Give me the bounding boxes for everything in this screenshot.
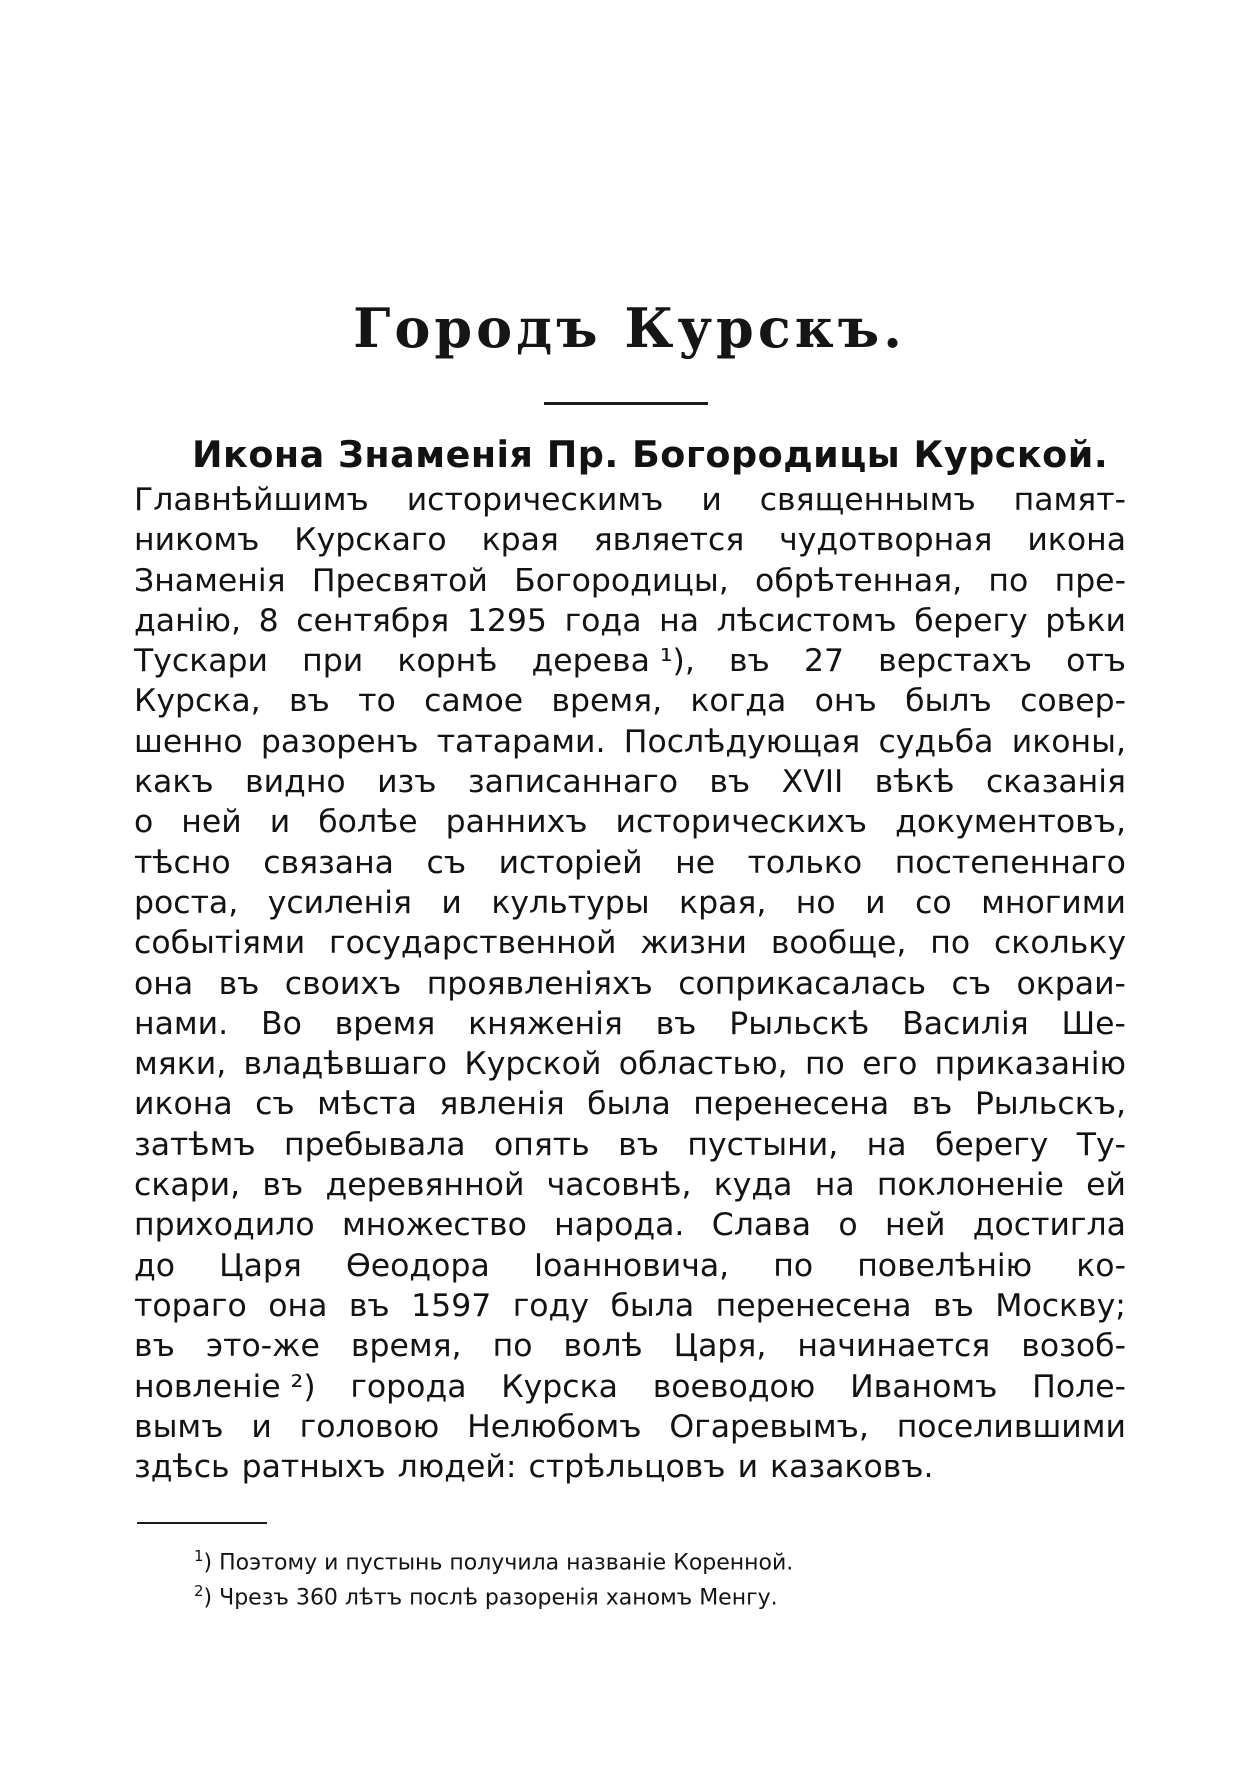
- word: Рыльскѣ: [729, 1005, 870, 1042]
- word: по: [773, 1247, 814, 1284]
- word: и: [441, 884, 462, 921]
- word: города: [350, 1368, 467, 1405]
- footnote-mark: 1: [194, 1547, 204, 1565]
- word: рѣки: [1045, 602, 1126, 639]
- word: когда: [690, 683, 787, 720]
- word: совер-: [1020, 683, 1126, 720]
- text-line: [134, 601, 1126, 641]
- word: отъ: [1066, 643, 1126, 680]
- word: Богородицы,: [514, 562, 729, 599]
- word: сентября: [296, 602, 450, 639]
- text-line: [134, 1205, 1126, 1245]
- text-line: [134, 1125, 1126, 1165]
- word: многими: [981, 884, 1126, 921]
- word: и: [865, 884, 886, 921]
- text-line: [134, 1367, 1126, 1407]
- word: перенесена: [693, 1086, 890, 1123]
- word: только: [747, 844, 863, 881]
- text-line: [134, 1044, 1126, 1084]
- word: ней: [884, 1207, 946, 1244]
- word: обрѣтенная,: [755, 562, 963, 599]
- text-line: [134, 722, 1126, 762]
- word: это-же: [205, 1328, 320, 1365]
- word: воеводою: [652, 1368, 816, 1405]
- word: нами.: [134, 1005, 229, 1042]
- word: берегу: [934, 1126, 1049, 1163]
- word: корнѣ: [397, 643, 498, 680]
- word: вообще,: [770, 925, 907, 962]
- word: является: [593, 522, 745, 559]
- word: болѣе: [318, 804, 418, 841]
- word: скольку: [993, 925, 1126, 962]
- text-line: [134, 762, 1126, 802]
- footnote-1: [194, 1541, 793, 1578]
- word: мѣста: [317, 1086, 417, 1123]
- word: Царя: [219, 1247, 302, 1284]
- word: ей: [1086, 1167, 1126, 1204]
- word: тѣсно: [134, 844, 231, 881]
- text-line: [134, 1246, 1126, 1286]
- word: головою: [299, 1408, 440, 1445]
- word: по: [492, 1328, 533, 1365]
- word: время: [334, 1005, 436, 1042]
- word: народа.: [554, 1207, 685, 1244]
- word: вѣкѣ: [874, 764, 955, 801]
- footnote-2: [194, 1576, 778, 1613]
- word: по: [804, 1046, 845, 1083]
- word: историческихъ: [615, 804, 868, 841]
- word: о: [134, 804, 154, 841]
- word: перенесена: [715, 1287, 912, 1324]
- word: о: [838, 1207, 858, 1244]
- word: деревянной: [325, 1167, 525, 1204]
- word: была: [587, 1086, 671, 1123]
- word: записаннаго: [467, 764, 678, 801]
- word: государственной: [329, 925, 617, 962]
- word: людей:: [397, 1449, 517, 1486]
- word: исторіей: [498, 844, 643, 881]
- word: Василія: [902, 1005, 1029, 1042]
- word: въ: [709, 764, 751, 801]
- word: Ту-: [1076, 1126, 1126, 1163]
- word: на: [659, 602, 700, 639]
- text-line: [134, 480, 1126, 520]
- word: края: [481, 522, 559, 559]
- word: лѣсистомъ: [716, 602, 897, 639]
- word: году: [512, 1287, 589, 1324]
- word: года: [564, 602, 642, 639]
- word: стрѣльцовъ: [528, 1449, 726, 1486]
- section-heading: Икона Знаменія Пр. Богородицы Курской.: [192, 433, 1109, 476]
- word: въ: [933, 1287, 974, 1324]
- word: чудотворная: [779, 522, 993, 559]
- word: и: [251, 1408, 272, 1445]
- word: пустыни,: [687, 1126, 839, 1163]
- word: раннихъ: [445, 804, 588, 841]
- word: 1295: [466, 602, 547, 639]
- word: самое: [424, 683, 524, 720]
- word: при: [302, 643, 364, 680]
- footnote-mark: 2: [194, 1582, 204, 1600]
- word: Слава: [711, 1207, 812, 1244]
- word: Курскаго: [294, 522, 447, 559]
- word: Во: [260, 1005, 302, 1042]
- title-divider: [544, 402, 708, 405]
- word: событіями: [134, 925, 306, 962]
- word: въ: [288, 683, 330, 720]
- word: былъ: [905, 683, 992, 720]
- word: Огаревымъ,: [669, 1408, 869, 1445]
- word: и: [737, 1449, 759, 1486]
- word: Пресвятой: [311, 562, 488, 599]
- word: по: [930, 925, 971, 962]
- word: XVII: [781, 764, 844, 801]
- word: была: [610, 1287, 695, 1324]
- word: со: [915, 884, 952, 921]
- word: опять: [493, 1126, 590, 1163]
- word: судьба: [878, 723, 994, 760]
- word: проявленіяхъ: [426, 965, 653, 1002]
- word: икона: [1027, 522, 1126, 559]
- word: культуры: [491, 884, 650, 921]
- word: казаковъ.: [770, 1449, 934, 1486]
- word: разоренъ: [260, 723, 419, 760]
- text-line: [134, 1447, 1126, 1487]
- word: икона: [134, 1086, 233, 1123]
- word: вымъ: [134, 1408, 224, 1445]
- word: данію,: [134, 602, 241, 639]
- word: съ: [426, 844, 467, 881]
- word: усиленія: [267, 884, 412, 921]
- word: въ: [262, 1167, 304, 1204]
- word: и: [269, 804, 291, 841]
- word: княженія: [468, 1005, 623, 1042]
- text-line: [134, 1165, 1126, 1205]
- word: Москву;: [995, 1287, 1126, 1324]
- word: въ: [134, 1328, 175, 1365]
- body-text: [134, 480, 1126, 1487]
- word: здѣсь: [134, 1449, 230, 1486]
- word: дерева ¹),: [531, 643, 695, 680]
- word: изъ: [377, 764, 437, 801]
- word: никомъ: [134, 522, 260, 559]
- text-line: [134, 802, 1126, 842]
- word: какъ: [134, 764, 214, 801]
- word: Иваномъ: [850, 1368, 998, 1405]
- word: достигла: [972, 1207, 1126, 1244]
- word: волѣ: [563, 1328, 643, 1365]
- text-line: [134, 561, 1126, 601]
- word: сказанія: [985, 764, 1126, 801]
- text-line: [134, 1084, 1126, 1124]
- word: поклоненіе: [876, 1167, 1064, 1204]
- word: часовнѣ,: [546, 1167, 692, 1204]
- footnote-text: ) Поэтому и пустынь получила названіе Коренной.: [203, 1550, 794, 1576]
- word: Царя,: [673, 1328, 767, 1365]
- word: связана: [263, 844, 394, 881]
- word: татарами.: [436, 723, 606, 760]
- footnote-text: ) Чрезъ 360 лѣтъ послѣ разоренія ханомъ Менгу.: [203, 1585, 778, 1611]
- word: время,: [350, 1328, 462, 1365]
- word: поселившими: [896, 1408, 1126, 1445]
- word: его: [862, 1046, 918, 1083]
- word: областью,: [618, 1046, 788, 1083]
- word: шенно: [134, 723, 243, 760]
- word: Главнѣйшимъ: [134, 482, 369, 518]
- word: съ: [951, 965, 992, 1002]
- word: Курской: [464, 1046, 602, 1083]
- word: историческимъ: [406, 482, 664, 518]
- word: Курска,: [134, 683, 261, 720]
- word: въ: [348, 1287, 390, 1324]
- word: она: [268, 1287, 328, 1324]
- word: на: [866, 1126, 907, 1163]
- word: повелѣнію: [857, 1247, 1033, 1284]
- word: края,: [679, 884, 767, 921]
- word: ко-: [1076, 1247, 1126, 1284]
- word: своихъ: [284, 965, 402, 1002]
- word: и: [701, 482, 722, 518]
- word: въ: [728, 643, 770, 680]
- text-line: [134, 883, 1126, 923]
- text-line: [134, 1286, 1126, 1326]
- word: не: [675, 844, 716, 881]
- word: берегу: [914, 602, 1028, 639]
- word: Ѳеодора: [345, 1247, 490, 1284]
- word: окраи-: [1016, 965, 1126, 1002]
- word: время,: [551, 683, 663, 720]
- word: видно: [245, 764, 346, 801]
- word: на: [814, 1167, 855, 1204]
- word: пре-: [1054, 562, 1126, 599]
- word: 1597: [411, 1287, 492, 1324]
- word: онъ: [814, 683, 877, 720]
- text-line: [134, 964, 1126, 1004]
- word: съ: [255, 1086, 295, 1123]
- word: то: [358, 683, 396, 720]
- footnote-divider: [137, 1522, 267, 1524]
- word: памят-: [1013, 482, 1126, 518]
- word: мяки,: [134, 1046, 227, 1083]
- text-line: [134, 923, 1126, 963]
- word: куда: [713, 1167, 793, 1204]
- word: Знаменія: [134, 562, 286, 599]
- word: множество: [341, 1207, 527, 1244]
- word: верстахъ: [878, 643, 1032, 680]
- word: Курска: [501, 1368, 618, 1405]
- word: новленіе ²): [134, 1368, 316, 1405]
- word: роста,: [134, 884, 239, 921]
- word: явленія: [439, 1086, 565, 1123]
- word: она: [134, 965, 194, 1002]
- word: 27: [803, 643, 845, 680]
- word: Рыльскъ,: [974, 1086, 1126, 1123]
- word: иконы,: [1011, 723, 1126, 760]
- word: ней: [181, 804, 242, 841]
- word: владѣвшаго: [243, 1046, 448, 1083]
- word: скари,: [134, 1167, 241, 1204]
- text-line: [134, 843, 1126, 883]
- word: постепеннаго: [894, 844, 1126, 881]
- word: до: [134, 1247, 176, 1284]
- text-line: [134, 1407, 1126, 1447]
- word: приказанію: [934, 1046, 1126, 1083]
- text-line: [134, 1004, 1126, 1044]
- word: но: [795, 884, 836, 921]
- word: по: [988, 562, 1029, 599]
- word: Ше-: [1061, 1005, 1126, 1042]
- word: тораго: [134, 1287, 247, 1324]
- word: возоб-: [1021, 1328, 1126, 1365]
- text-line: [134, 641, 1126, 681]
- word: Послѣдующая: [623, 723, 861, 760]
- word: въ: [911, 1086, 953, 1123]
- word: 8: [258, 602, 279, 639]
- word: въ: [655, 1005, 697, 1042]
- word: въ: [618, 1126, 659, 1163]
- word: соприкасалась: [678, 965, 927, 1002]
- word: жизни: [640, 925, 747, 962]
- word: начинается: [797, 1328, 991, 1365]
- word: Тускари: [134, 643, 268, 680]
- text-line: [134, 1326, 1126, 1366]
- text-line: [134, 681, 1126, 721]
- word: ратныхъ: [241, 1449, 386, 1486]
- word: затѣмъ: [134, 1126, 256, 1163]
- word: приходило: [134, 1207, 315, 1244]
- text-line: [134, 520, 1126, 560]
- word: Іоанновича,: [533, 1247, 730, 1284]
- word: Поле-: [1032, 1368, 1126, 1405]
- page-title: Городъ Курскъ.: [353, 296, 906, 360]
- word: въ: [218, 965, 260, 1002]
- word: священнымъ: [759, 482, 976, 518]
- word: пребывала: [284, 1126, 466, 1163]
- word: Нелюбомъ: [467, 1408, 642, 1445]
- word: документовъ,: [895, 804, 1126, 841]
